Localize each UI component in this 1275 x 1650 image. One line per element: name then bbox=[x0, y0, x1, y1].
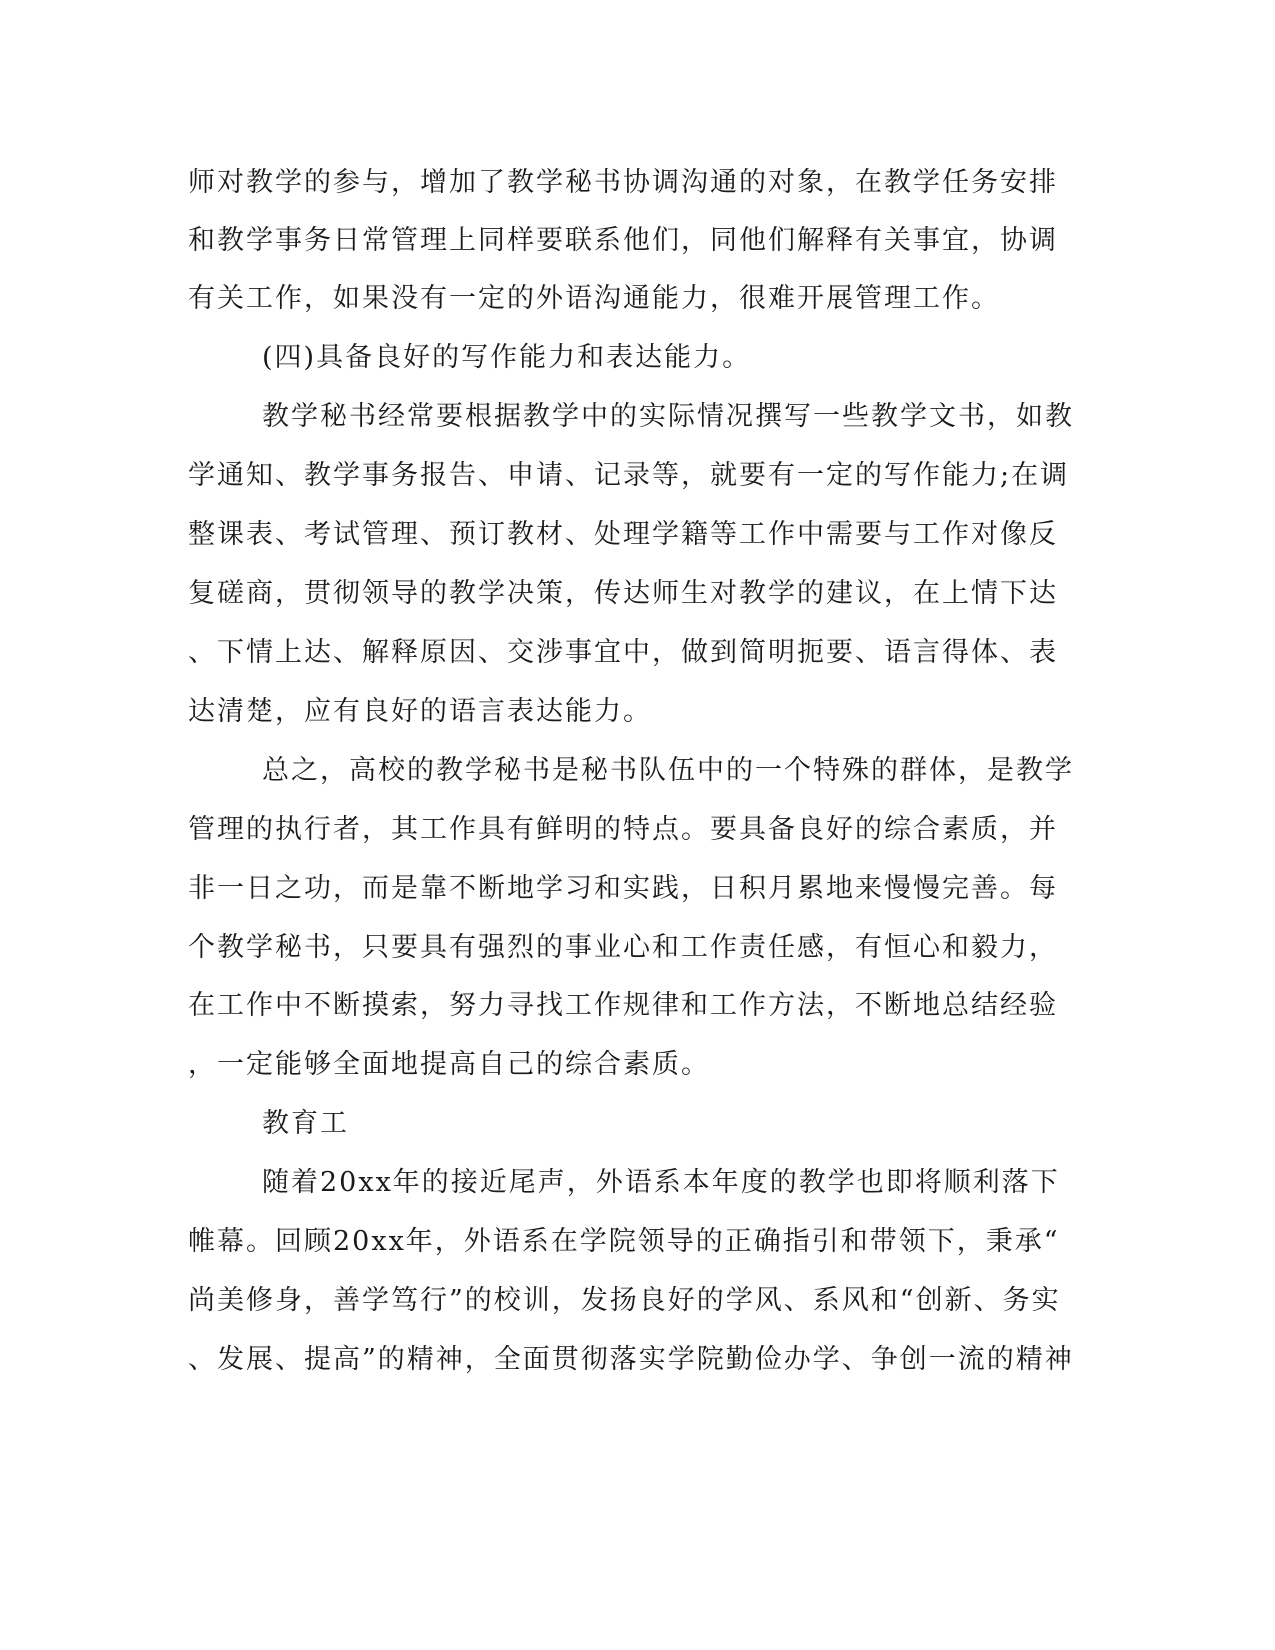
text-line: 达清楚，应有良好的语言表达能力。 bbox=[188, 696, 652, 727]
text-line: 尚美修身，善学笃行”的校训，发扬良好的学风、系风和“创新、务实 bbox=[188, 1285, 1061, 1316]
text-line: 、下情上达、解释原因、交涉事宜中，做到简明扼要、语言得体、表 bbox=[188, 637, 1058, 668]
text-line: 师对教学的参与，增加了教学秘书协调沟通的对象，在教学任务安排 bbox=[188, 167, 1058, 198]
section-heading: (四)具备良好的写作能力和表达能力。 bbox=[262, 342, 752, 373]
text-line: 教学秘书经常要根据教学中的实际情况撰写一些教学文书，如教 bbox=[262, 401, 1074, 432]
text-line: 有关工作，如果没有一定的外语沟通能力，很难开展管理工作。 bbox=[188, 283, 1000, 314]
text-line: 复磋商，贯彻领导的教学决策，传达师生对教学的建议，在上情下达 bbox=[188, 578, 1058, 609]
text-line: 在工作中不断摸索，努力寻找工作规律和工作方法，不断地总结经验 bbox=[188, 990, 1058, 1021]
section-title: 教育工 bbox=[262, 1108, 349, 1139]
text-line: 、发展、提高”的精神，全面贯彻落实学院勤俭办学、争创一流的精神 bbox=[188, 1344, 1074, 1375]
text-line: ，一定能够全面地提高自己的综合素质。 bbox=[188, 1049, 710, 1080]
text-line: 总之，高校的教学秘书是秘书队伍中的一个特殊的群体，是教学 bbox=[262, 755, 1074, 786]
text-line: 管理的执行者，其工作具有鲜明的特点。要具备良好的综合素质，并 bbox=[188, 814, 1058, 845]
text-line: 个教学秘书，只要具有强烈的事业心和工作责任感，有恒心和毅力， bbox=[188, 932, 1058, 963]
text-line: 整课表、考试管理、预订教材、处理学籍等工作中需要与工作对像反 bbox=[188, 519, 1058, 550]
text-line: 随着20xx年的接近尾声，外语系本年度的教学也即将顺利落下 bbox=[262, 1167, 1060, 1198]
text-line: 帷幕。回顾20xx年，外语系在学院领导的正确指引和带领下，秉承“ bbox=[188, 1226, 1060, 1257]
text-line: 学通知、教学事务报告、申请、记录等，就要有一定的写作能力;在调 bbox=[188, 460, 1070, 491]
text-line: 和教学事务日常管理上同样要联系他们，同他们解释有关事宜，协调 bbox=[188, 225, 1058, 256]
text-line: 非一日之功，而是靠不断地学习和实践，日积月累地来慢慢完善。每 bbox=[188, 873, 1058, 904]
